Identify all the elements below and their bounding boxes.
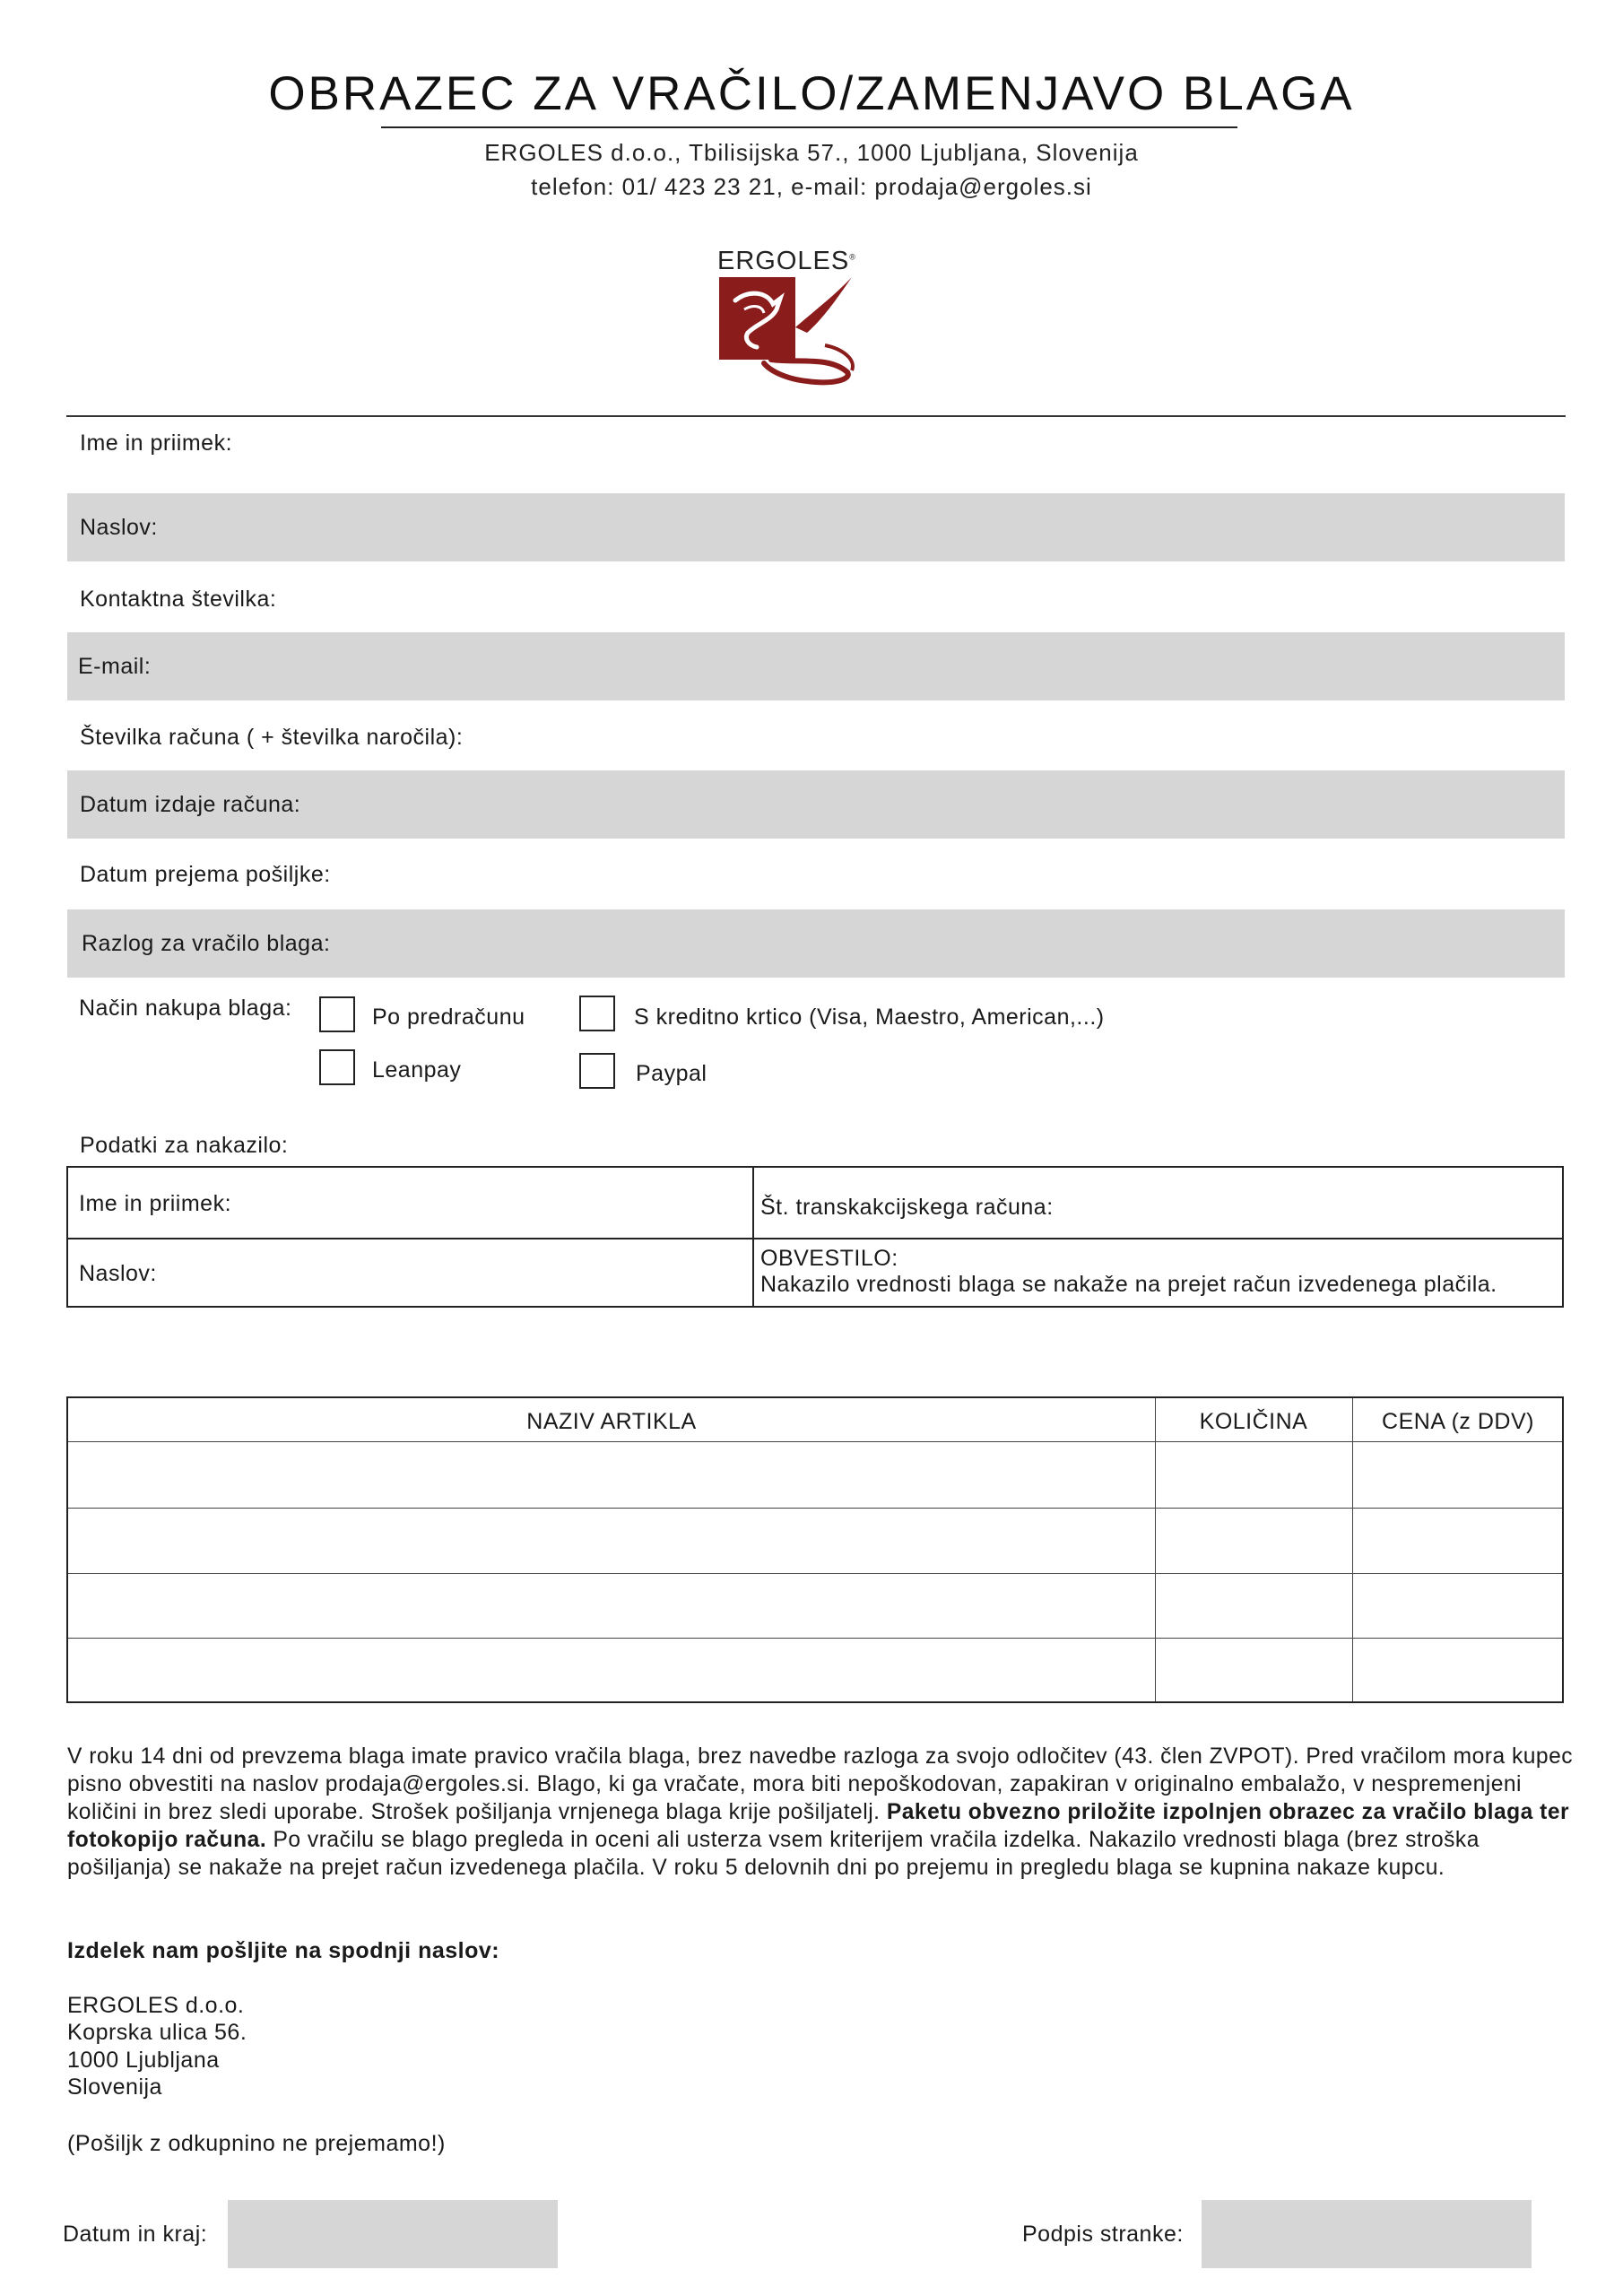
date-place-field[interactable]	[228, 2200, 558, 2268]
checkbox-proforma[interactable]	[319, 996, 355, 1032]
title-underline	[381, 126, 1237, 128]
field-receipt-date[interactable]	[67, 840, 1565, 909]
checkbox-leanpay[interactable]	[319, 1049, 355, 1085]
shipping-address-line: Slovenija	[67, 2074, 162, 2100]
signature-label: Podpis stranke:	[1022, 2222, 1184, 2247]
checkbox-paypal[interactable]	[579, 1053, 615, 1089]
field-invoice-number-label: Številka računa ( + številka naročila):	[80, 725, 464, 750]
payment-table	[66, 1166, 1564, 1308]
field-return-reason-label: Razlog za vračilo blaga:	[82, 931, 331, 956]
shipping-note: (Pošiljk z odkupnino ne prejemamo!)	[67, 2131, 446, 2156]
payment-account-label: Št. transkakcijskega računa:	[760, 1195, 1054, 1220]
field-address-label: Naslov:	[80, 515, 158, 540]
field-invoice-date[interactable]	[67, 770, 1565, 839]
shipping-address-line: Koprska ulica 56.	[67, 2020, 247, 2045]
purchase-method-label: Način nakupa blaga:	[79, 996, 292, 1021]
field-phone-label: Kontaktna številka:	[80, 587, 277, 612]
field-invoice-date-label: Datum izdaje računa:	[80, 792, 301, 817]
field-return-reason[interactable]	[67, 909, 1565, 978]
shipping-heading: Izdelek nam pošljite na spodnji naslov:	[67, 1938, 500, 1963]
field-name[interactable]	[67, 409, 1565, 477]
signature-field[interactable]	[1202, 2200, 1532, 2268]
items-header-price: CENA (z DDV)	[1382, 1409, 1534, 1434]
field-invoice-number[interactable]	[67, 703, 1565, 771]
dragon-logo-icon	[717, 274, 865, 386]
payment-table-row-divider	[68, 1238, 1562, 1239]
checkbox-credit-card-label: S kreditno krtico (Visa, Maestro, American,...)	[634, 1004, 1105, 1030]
items-row-divider	[68, 1638, 1562, 1639]
items-col-divider	[1352, 1398, 1353, 1701]
checkbox-paypal-label: Paypal	[636, 1061, 707, 1086]
field-receipt-date-label: Datum prejema pošiljke:	[80, 862, 331, 887]
field-name-label: Ime in priimek:	[80, 430, 233, 456]
checkbox-leanpay-label: Leanpay	[372, 1057, 462, 1083]
field-phone[interactable]	[67, 565, 1565, 633]
terms-paragraph	[67, 1743, 1574, 1882]
payment-name-label: Ime in priimek:	[79, 1191, 232, 1216]
payment-notice-title: OBVESTILO:	[760, 1246, 898, 1271]
shipping-address-line: 1000 Ljubljana	[67, 2048, 220, 2073]
date-place-label: Datum in kraj:	[63, 2222, 208, 2247]
field-address[interactable]	[67, 493, 1565, 561]
items-row-divider	[68, 1508, 1562, 1509]
terms-text-2: Po vračilu se blago pregleda in oceni ali usterza vsem kriterijem vračila izdelka. Nakazilo vrednosti blaga (brez stroška pošiljanja) se nakaže na prejet račun izvedenega plačila. V roku 5 delovnih dni po prejemu in pregledu blaga se kupnina nakaze kupcu.	[67, 1828, 1480, 1880]
field-email-label: E-mail:	[78, 654, 152, 679]
checkbox-credit-card[interactable]	[579, 996, 615, 1031]
shipping-address-line: ERGOLES d.o.o.	[67, 1993, 245, 2018]
payment-notice-text: Nakazilo vrednosti blaga se nakaže na prejet račun izvedenega plačila.	[760, 1272, 1497, 1297]
items-col-divider	[1155, 1398, 1156, 1701]
items-header-quantity: KOLIČINA	[1199, 1409, 1308, 1434]
payment-table-divider	[752, 1168, 754, 1306]
company-contact: telefon: 01/ 423 23 21, e-mail: prodaja@ergoles.si	[531, 173, 1092, 200]
terms-text: V roku 14 dni od prevzema blaga imate pravico vračila blaga, brez navedbe razloga za svojo odločitev (43. člen ZVPOT). Pred vračilom mora kupec pisno obvestiti na naslov prodaja@ergoles.si. Blago, ki ga vračate, mora biti nepoškodovan, zapakiran v originalno embalažo, v nespremenjeni količini in brez sledi uporabe. Strošek pošiljanja vrnjenega blaga krije pošiljatelj.	[67, 1744, 1574, 1824]
field-email[interactable]	[67, 632, 1565, 700]
logo-name: ERGOLES	[717, 247, 850, 275]
page-title: OBRAZEC ZA VRAČILO/ZAMENJAVO BLAGA	[268, 67, 1355, 120]
items-table	[66, 1396, 1564, 1703]
items-row-divider	[68, 1441, 1562, 1442]
payment-heading: Podatki za nakazilo:	[80, 1133, 289, 1158]
checkbox-proforma-label: Po predračunu	[372, 1004, 525, 1030]
logo-wordmark	[717, 247, 870, 276]
terms-bold: Paketu obvezno priložite izpolnjen obrazec za vračilo blaga ter fotokopijo računa.	[67, 1800, 1570, 1852]
logo-registered-mark: ®	[849, 252, 856, 262]
items-header-name: NAZIV ARTIKLA	[526, 1409, 697, 1434]
company-address: ERGOLES d.o.o., Tbilisijska 57., 1000 Ljubljana, Slovenija	[484, 139, 1139, 166]
items-row-divider	[68, 1573, 1562, 1574]
payment-address-label: Naslov:	[79, 1261, 157, 1286]
